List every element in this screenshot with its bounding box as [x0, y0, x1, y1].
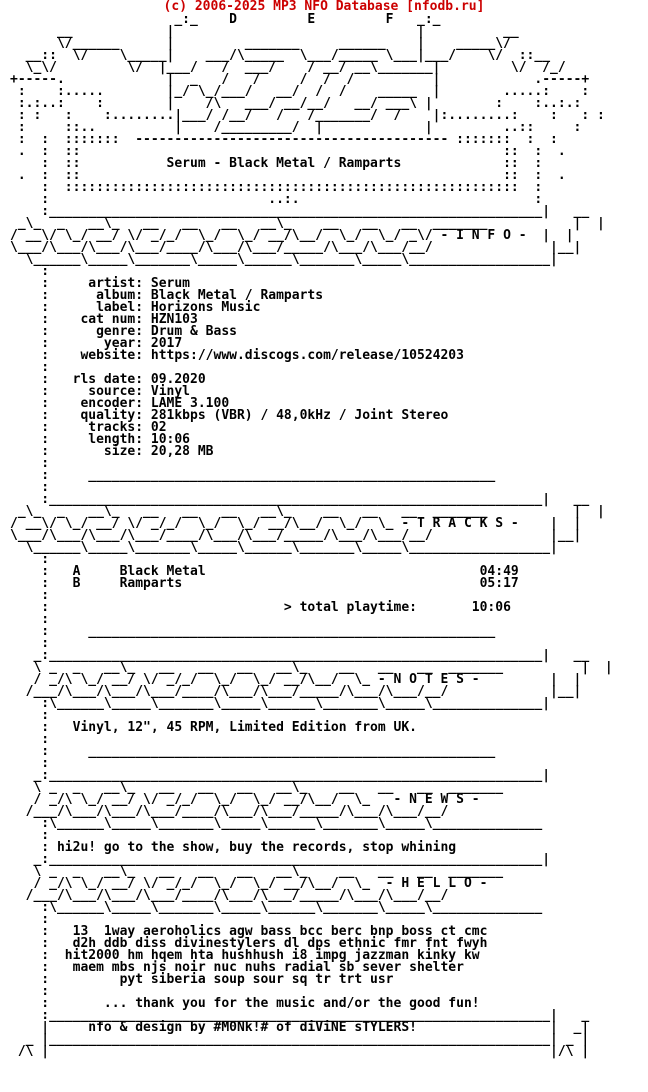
- nfo-line: _:_______________________________________________________________|: [10, 768, 551, 783]
- nfo-line: +-----. | _ / / / / / | .-----+: [10, 72, 590, 87]
- nfo-line: :: [10, 360, 50, 375]
- nfo-line: :\______\_____\_______\_____\______\_______\_____\______________: [10, 816, 543, 831]
- nfo-line: :: [10, 456, 50, 471]
- nfo-line: / __\/ \_/ __/ \/ _/_/ \_/ \_/ __/\__/ \_/ \_ - T R A C K S - | |: [10, 516, 582, 531]
- nfo-line: :: [10, 636, 50, 651]
- nfo-line: _ |________________________________________________________________| _ |: [10, 1032, 590, 1047]
- nfo-line: \ _ _ __\_ __ __ __ __\_ __ __ __ _______: [10, 864, 504, 879]
- nfo-line: : label: Horizons Music: [10, 300, 261, 315]
- nfo-line: : ..:. :: [10, 192, 543, 207]
- nfo-line: : hi2u! go to the show, buy the records, stop whining: [10, 840, 457, 855]
- nfo-line: : ... thank you for the music and/or the good fun!: [10, 996, 480, 1011]
- nfo-line: : > total playtime: 10:06: [10, 600, 511, 615]
- nfo-line: _:_ D E F _:_: [10, 12, 441, 27]
- nfo-line: . : :: :: : .: [10, 144, 566, 159]
- nfo-line: \______\_____\_______\_____\______\_______\_____\__________________|: [10, 540, 558, 555]
- nfo-line: \ _ _ __\_ __ __ __ __\_ __ __ __ _______ | |: [10, 660, 613, 675]
- nfo-line: :: [10, 588, 50, 603]
- nfo-line: : A Black Metal 04:49: [10, 564, 519, 579]
- nfo-line: | nfo & design by #M0Nk!# of diViNE sTYLERS! | _|: [10, 1020, 590, 1035]
- nfo-line: : ____________________________________________________: [10, 468, 496, 483]
- nfo-line: __ | | __: [10, 24, 519, 39]
- nfo-line: __:: \/ \_____| ___/\_____ \___/_____ \___|___/ \/ ::__: [10, 48, 551, 63]
- nfo-line: : artist: Serum: [10, 276, 191, 291]
- nfo-line: /___/\___/\___/\___/____/\___/\___/_____/\___/\___/__/: [10, 888, 449, 903]
- nfo-line: / _/\ \_/ __/ \/ _/_/ \_/ \_/ __/\__/ \_ - N E W S -: [10, 792, 480, 807]
- nfo-line: : :..... |_/ \_/___/ __/ / / _____ | .....: :: [10, 84, 590, 99]
- nfo-line: _\_ _ __\_ __ __ __ __\_ __ __ __ _______ | |: [10, 216, 605, 231]
- nfo-line: :: [10, 708, 50, 723]
- nfo-line: :: [10, 912, 50, 927]
- nfo-line: :\______\_____\_______\_____\______\_______\_____\______________: [10, 900, 543, 915]
- nfo-line: /\ | |/\ |: [10, 1044, 590, 1059]
- nfo-line: /___/\___/\___/\___/____/\___/\___/_____/\___/\___/__/ |__|: [10, 684, 582, 699]
- nfo-line: \___/\___/\___/\___/____/\___/\___/_____/\___/\___/__/ |__|: [10, 240, 582, 255]
- nfo-line: \ _ _ __\_ __ __ __ __\_ __ __ __ _______: [10, 780, 504, 795]
- nfo-line: : length: 10:06: [10, 432, 191, 447]
- nfo-line: _:_______________________________________________________________| __: [10, 648, 590, 663]
- nfodb-header: (c) 2006-2025 MP3 NFO Database [nfodb.ru]: [163, 0, 485, 14]
- nfo-line: : website: https://www.discogs.com/release/10524203: [10, 348, 464, 363]
- nfo-ascii-art: [10, 14, 613, 1058]
- nfo-line: / __\/ \_/ __/ \/ _/_/ \_/ \_/ __/\__/ \_/ \_/ _\/ - I N F O - | |: [10, 228, 574, 243]
- nfo-line: : hit2000 hm hqem hta hushhush i8 impg jazzman kinky kw: [10, 948, 480, 963]
- nfo-line: : ::.. | /_________/ | | ..:: :: [10, 120, 582, 135]
- nfo-line: : Vinyl, 12", 45 RPM, Limited Edition from UK.: [10, 720, 417, 735]
- nfo-line: : B Ramparts 05:17: [10, 576, 519, 591]
- nfo-line: _\_ _ __\_ __ __ __ __\_ __ __ __ _______ | |: [10, 504, 605, 519]
- nfo-line: : pyt siberia soup sour sq tr trt usr: [10, 972, 394, 987]
- nfo-line: : year: 2017: [10, 336, 183, 351]
- nfo-line: :: [10, 828, 50, 843]
- nfo-line: : ____________________________________________________: [10, 744, 496, 759]
- nfo-line: / _/\ \_/ __/ \/ _/_/ \_/ \_/ __/\__/ \_ - H E L L O -: [10, 876, 488, 891]
- nfo-line: : :: Serum - Black Metal / Ramparts :: :: [10, 156, 543, 171]
- nfo-line: : rls date: 09.2020: [10, 372, 206, 387]
- nfo-line: :_______________________________________________________________| __: [10, 492, 590, 507]
- nfo-line: :: [10, 264, 50, 279]
- nfo-line: : tracks: 02: [10, 420, 167, 435]
- nfo-line: : quality: 281kbps (VBR) / 48,0kHz / Joint Stereo: [10, 408, 449, 423]
- nfo-line: : : ::::::: ---------------------------------------- ::::::: : :: [10, 132, 558, 147]
- nfo-line: : : : :........|___/ /__/ / /_______/ / |:........: : : :: [10, 108, 605, 123]
- nfo-line: : ____________________________________________________: [10, 624, 496, 639]
- nfo-line: : :::::::::::::::::::::::::::::::::::::::::::::::::::::::::: :: [10, 180, 543, 195]
- nfo-line: . : :: :: : .: [10, 168, 566, 183]
- nfo-line: \/______ | _______ ______ | _____\/: [10, 36, 511, 51]
- nfo-line: :_______________________________________________________________| __: [10, 204, 590, 219]
- nfo-line: :: [10, 552, 50, 567]
- nfo-line: : encoder: LAME 3.100: [10, 396, 230, 411]
- nfo-line: : genre: Drum & Bass: [10, 324, 237, 339]
- nfo-line: _:_______________________________________________________________|: [10, 852, 551, 867]
- nfo-line: : d2h ddb diss divinestylers dl dps ethnic fmr fnt fwyh: [10, 936, 488, 951]
- nfo-line: / _/\ \_/ __/ \/ _/_/ \_/ \_/ __/\__/ \_ - N O T E S - | |: [10, 672, 582, 687]
- nfo-line: : album: Black Metal / Ramparts: [10, 288, 324, 303]
- nfo-line: :: [10, 612, 50, 627]
- nfo-line: \______\_____\_______\_____\______\_______\_____\__________________|: [10, 252, 558, 267]
- nfo-line: : maem mbs njs noir nuc nuhs radial sb sever shelter: [10, 960, 464, 975]
- nfo-line: \_\/ \/ |___/ / ___/ / __/ __\_______| \/ /_/: [10, 60, 566, 75]
- nfo-line: : 13 1way aeroholics agw bass bcc berc bnp boss ct cmc: [10, 924, 488, 939]
- nfo-line: : size: 20,28 MB: [10, 444, 214, 459]
- nfo-line: : cat num: HZN103: [10, 312, 198, 327]
- nfo-line: :: [10, 732, 50, 747]
- nfo-line: : source: Vinyl: [10, 384, 191, 399]
- nfo-line: :: [10, 756, 50, 771]
- nfo-line: :\______\_____\_______\_____\______\_______\_____\______________|: [10, 696, 551, 711]
- nfo-line: :: [10, 480, 50, 495]
- nfo-line: /___/\___/\___/\___/____/\___/\___/_____/\___/\___/__/: [10, 804, 449, 819]
- nfo-line: :.:..: : | /\ ___/ __/__/ __/ ___\ | : :..:.:: [10, 96, 582, 111]
- nfo-line: :: [10, 984, 50, 999]
- nfo-line: \___/\___/\___/\___/____/\___/\___/_____/\___/\___/__/ |__|: [10, 528, 582, 543]
- nfo-line: :________________________________________________________________| _: [10, 1008, 590, 1023]
